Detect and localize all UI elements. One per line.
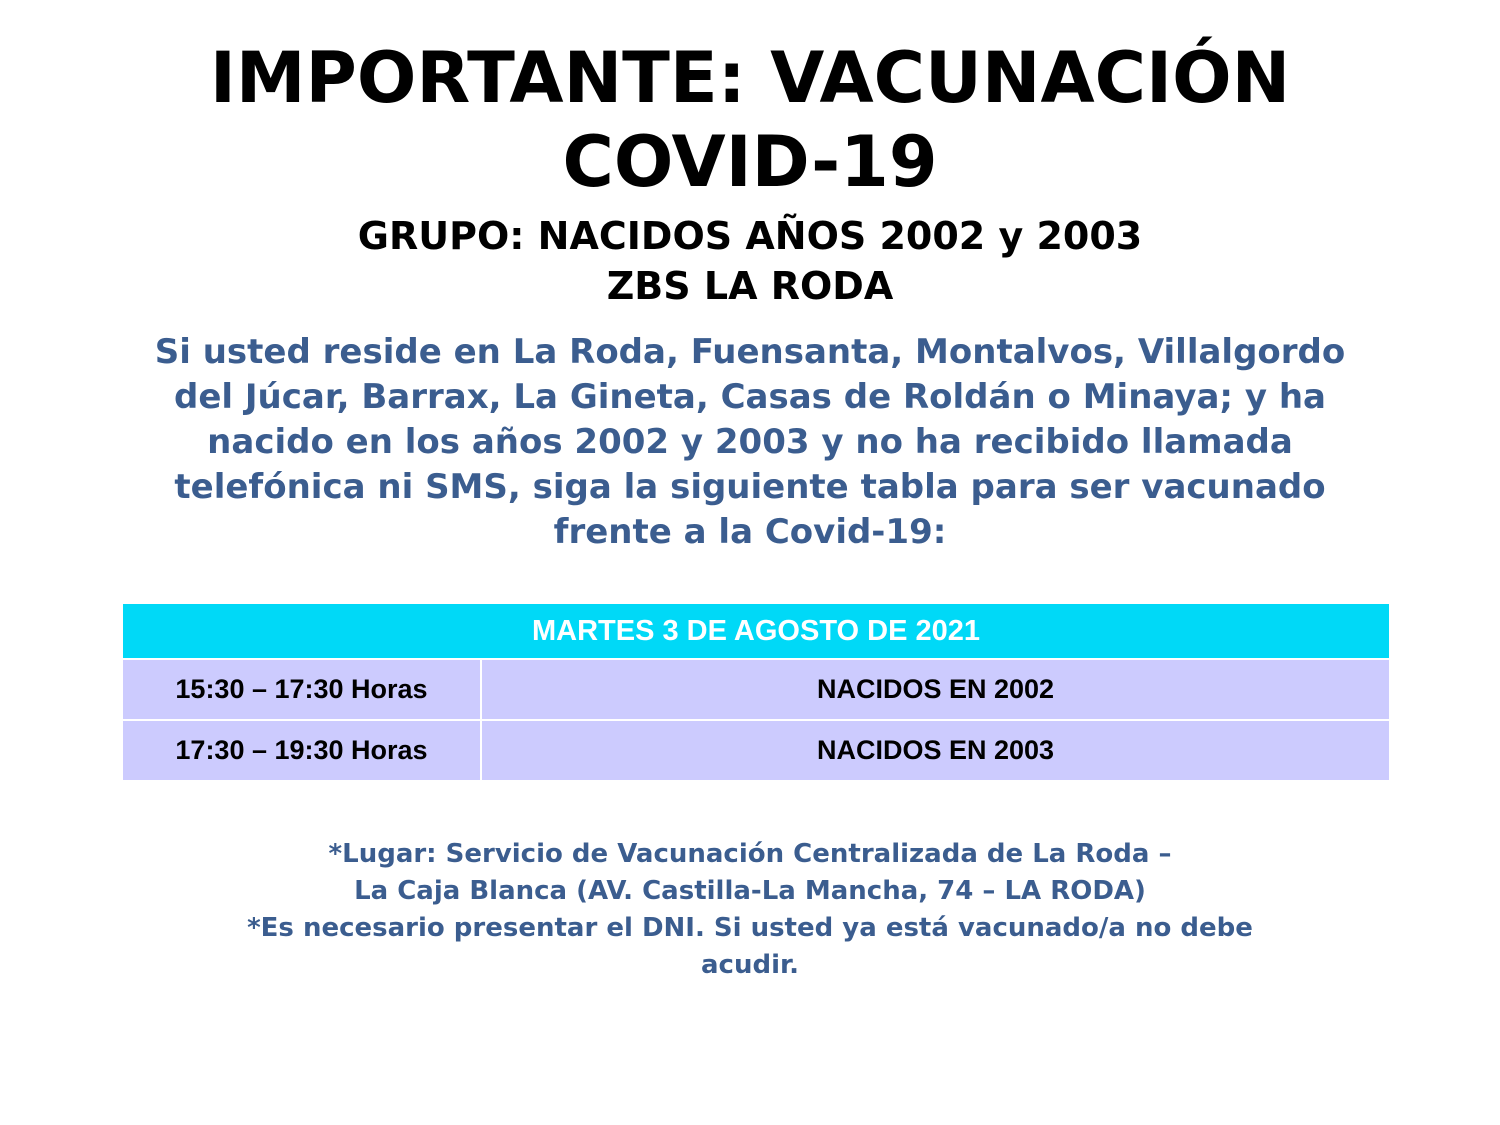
intro-line: nacido en los años 2002 y 2003 y no ha recibido llamada [207, 422, 1293, 462]
page-title-line2: COVID-19 [562, 121, 938, 203]
notes-block [175, 836, 1325, 984]
schedule-group-cell: NACIDOS EN 2003 [481, 720, 1389, 780]
intro-line: frente a la Covid-19: [553, 512, 947, 552]
intro-line: Si usted reside en La Roda, Fuensanta, Montalvos, Villalgordo [154, 332, 1346, 372]
note-line: *Lugar: Servicio de Vacunación Centralizada de La Roda – [328, 839, 1172, 869]
intro-paragraph [90, 330, 1410, 555]
intro-line: telefónica ni SMS, siga la siguiente tabla para ser vacunado [174, 467, 1326, 507]
page-title-line1: IMPORTANTE: VACUNACIÓN [209, 37, 1291, 119]
schedule-table [123, 604, 1389, 780]
schedule-date-header: MARTES 3 DE AGOSTO DE 2021 [123, 604, 1389, 659]
schedule-row [123, 720, 1389, 780]
schedule-row [123, 659, 1389, 720]
note-line: acudir. [701, 950, 799, 980]
note-line: *Es necesario presentar el DNI. Si usted ya está vacunado/a no debe [247, 913, 1253, 943]
schedule-header-row [123, 604, 1389, 659]
intro-line: del Júcar, Barrax, La Gineta, Casas de Roldán o Minaya; y ha [174, 377, 1326, 417]
schedule-time-cell: 15:30 – 17:30 Horas [123, 659, 481, 720]
zone-subtitle: ZBS LA RODA [606, 264, 894, 308]
schedule-time-cell: 17:30 – 19:30 Horas [123, 720, 481, 780]
group-subtitle: GRUPO: NACIDOS AÑOS 2002 y 2003 [357, 214, 1143, 258]
note-line: La Caja Blanca (AV. Castilla-La Mancha, 74 – LA RODA) [354, 876, 1146, 906]
schedule-group-cell: NACIDOS EN 2002 [481, 659, 1389, 720]
